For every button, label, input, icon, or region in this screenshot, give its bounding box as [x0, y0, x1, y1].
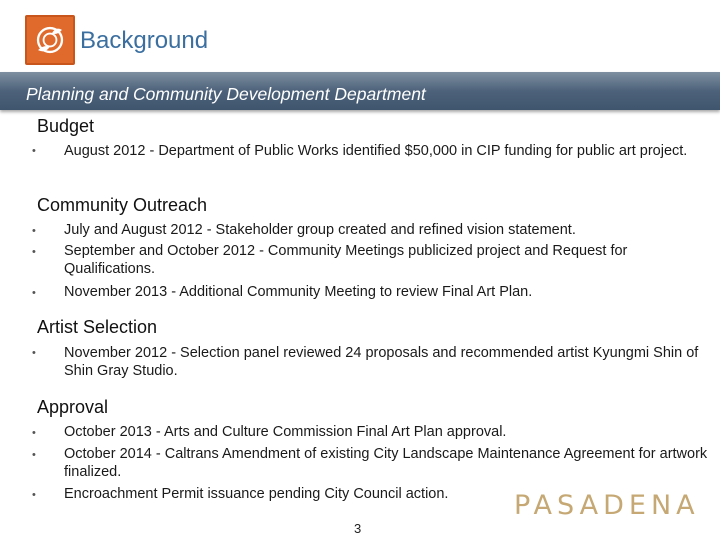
bullet: •: [32, 225, 36, 237]
section-title-community-outreach: Community Outreach: [37, 195, 208, 215]
rose-logo-icon: [25, 15, 75, 65]
list-item: Encroachment Permit issuance pending City Council action.: [64, 486, 449, 502]
department-name: Planning and Community Development Department: [26, 84, 426, 104]
bullet: •: [32, 246, 36, 258]
list-item: August 2012 - Department of Public Works identified $50,000 in CIP funding for public art project.: [64, 143, 688, 159]
slide-title: Background: [80, 27, 209, 54]
section-title-budget: Budget: [37, 116, 95, 136]
bullet: •: [32, 347, 36, 359]
department-banner: [0, 72, 720, 110]
section-title-artist-selection: Artist Selection: [37, 317, 158, 337]
bullet: •: [32, 489, 36, 501]
bullet: •: [32, 449, 36, 461]
page-number: 3: [354, 521, 362, 536]
list-item: November 2013 - Additional Community Meeting to review Final Art Plan.: [64, 284, 533, 300]
list-item: November 2012 - Selection panel reviewed 24 proposals and recommended artist Kyungmi Shin of Shin Gray Studio.: [64, 345, 699, 379]
section-title-approval: Approval: [37, 397, 109, 417]
list-item: October 2013 - Arts and Culture Commission Final Art Plan approval.: [64, 424, 507, 440]
pasadena-logo: PASADENA: [514, 490, 700, 521]
bullet: •: [32, 287, 36, 299]
list-item: October 2014 - Caltrans Amendment of existing City Landscape Maintenance Agreement for artwork finalized.: [64, 446, 708, 480]
list-item: September and October 2012 - Community Meetings publicized project and Request for Qualifications.: [64, 243, 628, 277]
bullet: •: [32, 427, 36, 439]
bullet: •: [32, 145, 36, 157]
list-item: July and August 2012 - Stakeholder group created and refined vision statement.: [64, 222, 576, 238]
